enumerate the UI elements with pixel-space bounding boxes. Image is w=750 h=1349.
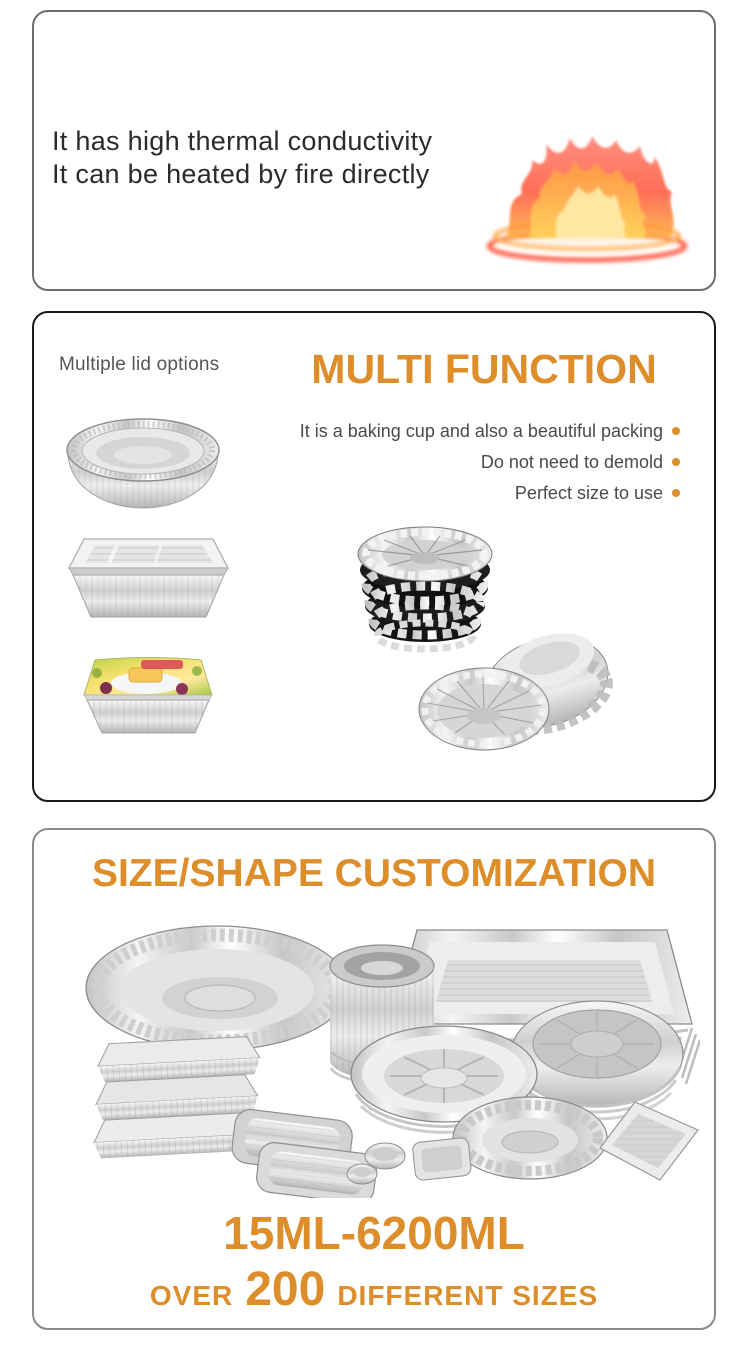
sizes-count-line <box>34 1262 714 1317</box>
fire-image <box>472 130 704 270</box>
feature-bullet <box>300 483 680 503</box>
size-customization-card <box>32 828 716 1330</box>
round-foil-pan-image <box>64 411 222 513</box>
bullet-text: Perfect size to use <box>514 482 663 503</box>
thermal-feature-text <box>52 125 432 191</box>
bullet-dot-icon <box>672 458 680 466</box>
different-sizes-label: DIFFERENT SIZES <box>337 1280 599 1311</box>
printed-lid-foil-pan-image <box>79 655 217 737</box>
bullet-text: Do not need to demold <box>480 451 663 472</box>
multi-function-card <box>32 311 716 802</box>
fluted-cup-pair-image <box>395 619 622 758</box>
size-shape-title: SIZE/SHAPE CUSTOMIZATION <box>91 852 657 895</box>
multiple-lid-options-label: Multiple lid options <box>59 354 220 375</box>
thermal-line1: It has high thermal conductivity <box>52 126 433 156</box>
over-label: OVER <box>149 1280 234 1311</box>
assorted-containers-image <box>52 902 700 1198</box>
thermal-feature-card <box>32 10 716 291</box>
sizes-count: 200 <box>245 1263 326 1316</box>
thermal-line2: It can be heated by fire directly <box>52 159 430 189</box>
rect-foil-pan-with-lid-image <box>65 533 232 621</box>
bullet-dot-icon <box>672 489 680 497</box>
volume-range: 15ML-6200ML <box>223 1207 525 1259</box>
bullet-dot-icon <box>672 427 680 435</box>
multi-function-title: MULTI FUNCTION <box>311 346 657 392</box>
feature-bullet <box>300 452 680 472</box>
bullet-text: It is a baking cup and also a beautiful packing <box>299 420 663 441</box>
feature-bullet-list <box>300 421 680 503</box>
feature-bullet <box>300 421 680 441</box>
